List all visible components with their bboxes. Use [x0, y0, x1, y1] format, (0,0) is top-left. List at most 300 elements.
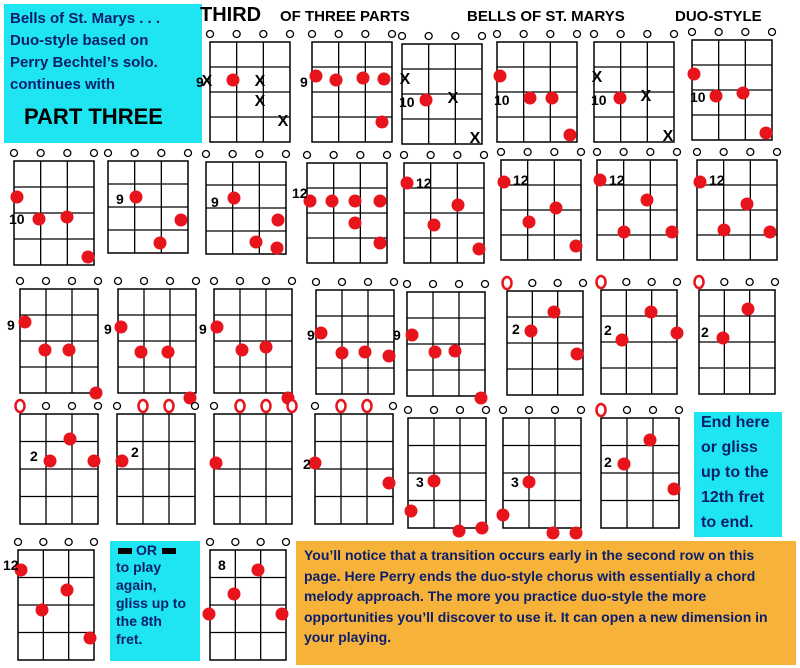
- open-string-marker: [232, 539, 239, 546]
- chord-grid: [692, 40, 772, 140]
- finger-dot: [236, 344, 249, 357]
- open-string-marker: [40, 539, 47, 546]
- chord-grid: [503, 418, 581, 528]
- muted-string-mark: X: [399, 71, 411, 88]
- title-line-4: continues with: [10, 76, 115, 93]
- chord-grid: [9, 161, 94, 265]
- or-line-4: gliss up to: [116, 595, 186, 611]
- finger-dot: [135, 346, 148, 359]
- open-string-marker: [399, 33, 406, 40]
- chord-diagram: [393, 292, 485, 396]
- open-string-marker: [742, 29, 749, 36]
- open-string-marker: [237, 278, 244, 285]
- finger-dot: [406, 329, 419, 342]
- open-string-marker: [498, 149, 505, 156]
- chord-diagram: [210, 550, 286, 660]
- fret-number-label: 12: [416, 175, 432, 191]
- finger-dot: [315, 327, 328, 340]
- open-string-marker: [769, 29, 776, 36]
- fret-number-label: 2: [303, 456, 311, 472]
- open-string-marker: [141, 278, 148, 285]
- fret-number-label: 10: [494, 92, 510, 108]
- open-string-marker: [391, 279, 398, 286]
- open-string-marker: [524, 149, 531, 156]
- finger-dot: [525, 325, 538, 338]
- chord-grid: [408, 418, 486, 528]
- finger-dot: [82, 251, 95, 264]
- chord-grid: [300, 42, 392, 142]
- finger-dot: [668, 483, 681, 496]
- end-line-1: End here: [701, 414, 770, 431]
- chord-diagram: [20, 414, 98, 524]
- chord-diagram: [494, 42, 577, 142]
- open-string-marker: [578, 407, 585, 414]
- header-song: BELLS OF ST. MARYS: [467, 8, 625, 25]
- open-string-marker: [335, 31, 342, 38]
- finger-dot: [276, 608, 289, 621]
- open-string-marker: [720, 149, 727, 156]
- chord-diagram: [503, 418, 581, 528]
- chord-grid: [3, 550, 94, 660]
- finger-dot: [420, 94, 433, 107]
- finger-dot: [570, 240, 583, 253]
- open-string-marker: [457, 407, 464, 414]
- chord-grid: [699, 290, 775, 394]
- or-line-5: the 8th: [116, 613, 162, 629]
- open-string-marker: [644, 31, 651, 38]
- chord-grid: [597, 160, 677, 260]
- open-string-marker: [131, 150, 138, 157]
- fret-number-label: 8: [218, 557, 226, 573]
- open-string-marker: [309, 31, 316, 38]
- open-string-marker: [404, 281, 411, 288]
- finger-dot: [618, 458, 631, 471]
- chord-grid: [199, 289, 292, 393]
- open-string-marker: [591, 31, 598, 38]
- finger-dot: [349, 217, 362, 230]
- fret-number-label: 2: [701, 324, 709, 340]
- chord-diagram: [3, 550, 94, 660]
- open-string-marker: [547, 31, 554, 38]
- chord-grid: [507, 291, 583, 395]
- finger-dot: [383, 350, 396, 363]
- open-string-marker: [427, 152, 434, 159]
- open-string-marker: [456, 281, 463, 288]
- chord-diagram: [507, 291, 583, 395]
- finger-dot: [546, 92, 559, 105]
- finger-dot: [383, 477, 396, 490]
- chord-diagram: [300, 42, 392, 142]
- finger-dot: [618, 226, 631, 239]
- finger-dot: [250, 236, 263, 249]
- open-string-marker: [578, 149, 585, 156]
- open-string-marker: [339, 279, 346, 286]
- fret-number-label: 3: [511, 474, 519, 490]
- open-string-marker: [64, 150, 71, 157]
- finger-dot: [498, 176, 511, 189]
- finger-dot: [378, 73, 391, 86]
- muted-string-mark: X: [662, 128, 674, 145]
- finger-dot: [641, 194, 654, 207]
- open-string-marker: [43, 278, 50, 285]
- open-string-marker: [483, 407, 490, 414]
- open-string-marker-red: [363, 400, 372, 412]
- finger-dot: [130, 191, 143, 204]
- chord-grid: [303, 414, 393, 524]
- open-string-marker: [114, 403, 121, 410]
- fret-number-label: 10: [690, 89, 706, 105]
- chord-grid: [307, 290, 394, 394]
- finger-dot: [228, 588, 241, 601]
- open-string-marker: [211, 403, 218, 410]
- open-string-marker: [185, 150, 192, 157]
- open-string-marker: [494, 31, 501, 38]
- open-string-marker: [203, 151, 210, 158]
- open-string-marker: [689, 29, 696, 36]
- finger-dot: [497, 509, 510, 522]
- chord-grid: [697, 160, 777, 260]
- finger-dot: [452, 199, 465, 212]
- finger-dot: [175, 214, 188, 227]
- chord-grid: [399, 44, 482, 147]
- open-string-marker: [69, 403, 76, 410]
- fret-number-label: 9: [211, 194, 219, 210]
- chord-grid: [210, 550, 286, 660]
- open-string-marker: [554, 280, 561, 287]
- chord-grid: [7, 289, 98, 393]
- finger-dot: [475, 392, 488, 405]
- or-bar-right: [162, 548, 176, 554]
- open-string-marker: [401, 152, 408, 159]
- finger-dot: [84, 632, 97, 645]
- open-string-marker: [747, 149, 754, 156]
- open-string-marker: [11, 150, 18, 157]
- chord-diagram: [399, 44, 482, 147]
- open-string-marker: [430, 281, 437, 288]
- open-string-marker: [452, 33, 459, 40]
- open-string-marker: [263, 278, 270, 285]
- open-string-marker: [389, 31, 396, 38]
- open-string-marker: [211, 278, 218, 285]
- finger-dot: [36, 604, 49, 617]
- open-string-marker: [676, 407, 683, 414]
- fret-number-label: 9: [393, 327, 401, 343]
- chord-grid: [601, 418, 679, 528]
- finger-dot: [115, 321, 128, 334]
- finger-dot: [671, 327, 684, 340]
- finger-dot: [644, 434, 657, 447]
- open-string-marker: [256, 151, 263, 158]
- finger-dot: [523, 476, 536, 489]
- open-string-marker: [95, 278, 102, 285]
- open-string-marker: [91, 150, 98, 157]
- chord-diagram: [214, 414, 292, 524]
- open-string-marker: [289, 278, 296, 285]
- finger-dot: [764, 226, 777, 239]
- chord-diagram: [199, 289, 292, 393]
- open-string-marker: [229, 151, 236, 158]
- fret-number-label: 9: [104, 321, 112, 337]
- open-string-marker: [526, 407, 533, 414]
- chord-grid: [292, 163, 387, 263]
- finger-dot: [571, 348, 584, 361]
- fret-number-label: 2: [30, 448, 38, 464]
- finger-dot: [90, 387, 103, 400]
- fret-number-label: 10: [591, 92, 607, 108]
- commentary-box: [296, 541, 796, 665]
- or-line-1: OR: [136, 542, 157, 558]
- finger-dot: [717, 332, 730, 345]
- chord-diagram: [601, 290, 677, 394]
- finger-dot: [359, 346, 372, 359]
- or-note-box: [110, 541, 200, 661]
- finger-dot: [336, 347, 349, 360]
- chord-diagram: [117, 414, 195, 524]
- fret-number-label: 2: [131, 444, 139, 460]
- open-string-marker: [283, 151, 290, 158]
- finger-dot: [260, 341, 273, 354]
- finger-dot: [548, 306, 561, 319]
- title-line-2: Duo-style based on: [10, 32, 149, 49]
- finger-dot: [694, 176, 707, 189]
- chord-diagram: [7, 289, 98, 393]
- finger-dot: [330, 74, 343, 87]
- open-string-marker: [260, 31, 267, 38]
- chord-diagram: [699, 290, 775, 394]
- chord-diagram: [692, 40, 772, 140]
- open-string-marker: [313, 279, 320, 286]
- finger-dot: [547, 527, 560, 540]
- chord-diagram: [9, 161, 94, 265]
- chord-diagram: [292, 163, 387, 263]
- finger-dot: [645, 306, 658, 319]
- chord-diagram: [501, 160, 581, 260]
- finger-dot: [374, 237, 387, 250]
- fret-number-label: 3: [416, 474, 424, 490]
- muted-string-mark: X: [201, 73, 213, 90]
- open-string-marker: [312, 403, 319, 410]
- open-string-marker: [257, 539, 264, 546]
- open-string-marker: [192, 403, 199, 410]
- open-string-marker: [617, 31, 624, 38]
- open-string-marker-red: [695, 276, 704, 288]
- open-string-marker: [390, 403, 397, 410]
- chord-grid: [108, 161, 188, 253]
- open-string-marker-red: [503, 277, 512, 289]
- finger-dot: [88, 455, 101, 468]
- finger-dot: [33, 213, 46, 226]
- open-string-marker: [330, 152, 337, 159]
- chord-grid: [591, 42, 674, 145]
- open-string-marker: [574, 31, 581, 38]
- finger-dot: [401, 177, 414, 190]
- open-string-marker: [482, 281, 489, 288]
- open-string-marker: [454, 152, 461, 159]
- finger-dot: [211, 321, 224, 334]
- open-string-marker: [674, 149, 681, 156]
- open-string-marker-red: [288, 400, 297, 412]
- open-string-marker: [115, 278, 122, 285]
- finger-dot: [376, 116, 389, 129]
- finger-dot: [252, 564, 265, 577]
- finger-dot: [154, 237, 167, 250]
- finger-dot: [710, 90, 723, 103]
- open-string-marker: [647, 149, 654, 156]
- muted-string-mark: X: [469, 130, 481, 147]
- chord-diagram: [196, 42, 290, 142]
- finger-dot: [228, 192, 241, 205]
- finger-dot: [494, 70, 507, 83]
- open-string-marker: [91, 539, 98, 546]
- finger-dot: [473, 243, 486, 256]
- finger-dot: [737, 87, 750, 100]
- finger-dot: [741, 198, 754, 211]
- fret-number-label: 10: [9, 211, 25, 227]
- finger-dot: [449, 345, 462, 358]
- open-string-marker: [774, 149, 781, 156]
- chord-grid: [20, 414, 98, 524]
- fret-number-label: 12: [3, 557, 19, 573]
- finger-dot: [742, 303, 755, 316]
- fret-number-label: 2: [512, 321, 520, 337]
- open-string-marker-red: [262, 400, 271, 412]
- end-line-2: or gliss: [701, 439, 758, 456]
- finger-dot: [162, 346, 175, 359]
- finger-dot: [616, 334, 629, 347]
- finger-dot: [428, 219, 441, 232]
- chord-diagram: [697, 160, 777, 260]
- chord-grid: [601, 290, 677, 394]
- finger-dot: [374, 195, 387, 208]
- open-string-marker: [650, 407, 657, 414]
- fret-number-label: 2: [604, 322, 612, 338]
- commentary-text: You’ll notice that a transition occurs early in the second row on this page. Here Perry ends the duo-style chorus with essentially a chord melody approach. The more you practice duo-style the more opportunities you’ll discover to use it. It can open a new dimension in your playing.: [304, 547, 768, 645]
- open-string-marker: [479, 33, 486, 40]
- open-string-marker: [43, 403, 50, 410]
- chord-grid: [196, 42, 290, 142]
- open-string-marker-red: [139, 400, 148, 412]
- muted-string-mark: X: [591, 69, 603, 86]
- finger-dot: [688, 68, 701, 81]
- open-string-marker: [65, 539, 72, 546]
- chord-diagram: [597, 160, 677, 260]
- chord-diagram: [404, 163, 484, 263]
- chord-grid: [501, 160, 581, 260]
- chord-grid: [117, 414, 195, 524]
- open-string-marker-red: [16, 400, 25, 412]
- open-string-marker: [167, 278, 174, 285]
- fret-number-label: 9: [196, 74, 204, 90]
- finger-dot: [271, 242, 284, 255]
- open-string-marker: [721, 279, 728, 286]
- part-three-label: PART THREE: [24, 104, 163, 129]
- title-line-3: Perry Bechtel’s solo.: [10, 54, 158, 71]
- muted-string-mark: X: [254, 93, 266, 110]
- open-string-marker: [365, 279, 372, 286]
- open-string-marker: [304, 152, 311, 159]
- fret-number-label: 9: [7, 317, 15, 333]
- muted-string-mark: X: [254, 73, 266, 90]
- finger-dot: [476, 522, 489, 535]
- or-bar-left: [118, 548, 132, 554]
- open-string-marker: [384, 152, 391, 159]
- open-string-marker: [520, 31, 527, 38]
- open-string-marker: [772, 279, 779, 286]
- fret-number-label: 9: [199, 321, 207, 337]
- or-line-2: to play: [116, 559, 162, 575]
- finger-dot: [666, 226, 679, 239]
- finger-dot: [64, 433, 77, 446]
- open-string-marker: [95, 403, 102, 410]
- finger-dot: [594, 174, 607, 187]
- finger-dot: [718, 224, 731, 237]
- open-string-marker-red: [597, 276, 606, 288]
- open-string-marker: [425, 33, 432, 40]
- open-string-marker-red: [337, 400, 346, 412]
- open-string-marker: [207, 539, 214, 546]
- chord-diagram: [601, 418, 679, 528]
- finger-dot: [405, 505, 418, 518]
- finger-dot: [63, 344, 76, 357]
- fret-number-label: 10: [399, 94, 415, 110]
- finger-dot: [564, 129, 577, 142]
- open-string-marker: [552, 407, 559, 414]
- open-string-marker: [620, 149, 627, 156]
- fret-number-label: 12: [709, 172, 725, 188]
- finger-dot: [227, 74, 240, 87]
- open-string-marker: [37, 150, 44, 157]
- finger-dot: [453, 525, 466, 538]
- open-string-marker: [481, 152, 488, 159]
- chord-grid: [404, 163, 484, 263]
- open-string-marker: [623, 279, 630, 286]
- finger-dot: [210, 457, 223, 470]
- finger-dot: [760, 127, 773, 140]
- finger-dot: [550, 202, 563, 215]
- finger-dot: [614, 92, 627, 105]
- open-string-marker: [715, 29, 722, 36]
- finger-dot: [357, 72, 370, 85]
- muted-string-mark: X: [640, 88, 652, 105]
- chord-diagram: [408, 418, 486, 528]
- open-string-marker: [158, 150, 165, 157]
- open-string-marker: [500, 407, 507, 414]
- open-string-marker: [405, 407, 412, 414]
- muted-string-mark: X: [447, 90, 459, 107]
- open-string-marker: [283, 539, 290, 546]
- open-string-marker: [551, 149, 558, 156]
- finger-dot: [524, 92, 537, 105]
- open-string-marker: [287, 31, 294, 38]
- open-string-marker: [529, 280, 536, 287]
- end-note-box: [694, 412, 782, 537]
- chord-diagram: [104, 289, 196, 393]
- finger-dot: [203, 608, 216, 621]
- end-line-5: to end.: [701, 514, 754, 531]
- open-string-marker: [580, 280, 587, 287]
- finger-dot: [326, 195, 339, 208]
- chord-diagram: [307, 290, 394, 394]
- title-box: [4, 4, 202, 143]
- finger-dot: [523, 216, 536, 229]
- fret-number-label: 9: [300, 74, 308, 90]
- fret-number-label: 9: [307, 327, 315, 343]
- finger-dot: [428, 475, 441, 488]
- fret-number-label: 12: [292, 185, 308, 201]
- chord-grid: [393, 292, 485, 396]
- finger-dot: [19, 316, 32, 329]
- header-style: DUO-STYLE: [675, 8, 762, 25]
